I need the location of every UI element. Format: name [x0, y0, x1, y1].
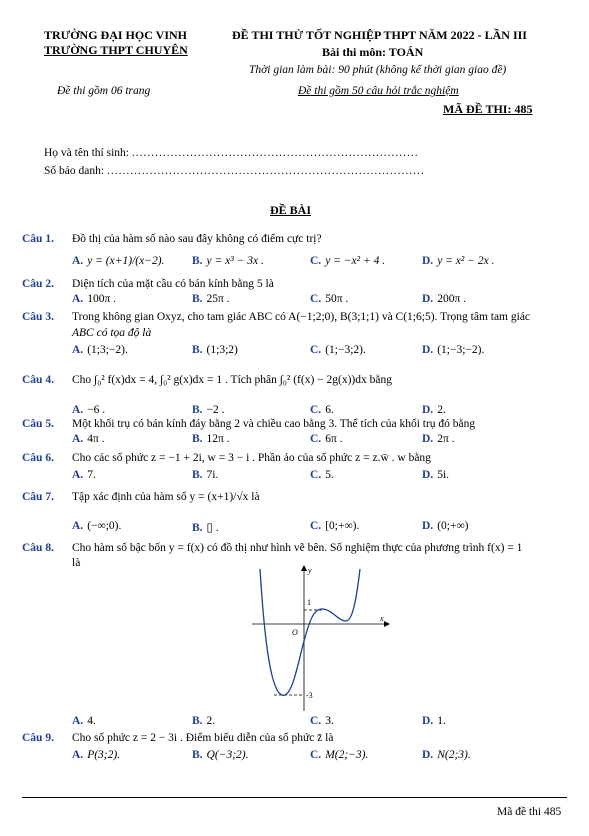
exam-time: Thời gian làm bài: 90 phút (không kể thời gian giao đề): [249, 64, 507, 76]
question-number: Câu 6.: [22, 452, 54, 464]
origin-label: O: [292, 628, 298, 637]
option-c[interactable]: C. [0;+∞).: [310, 520, 360, 532]
question-text: Một khối trụ có bán kính đáy bằng 2 và chiều cao bằng 3. Thể tích của khối trụ đó bằng: [72, 418, 476, 430]
question-text: Tập xác định của hàm số y = (x+1)/√x là: [72, 491, 260, 503]
option-d[interactable]: D. (1;−3;−2).: [422, 344, 485, 356]
footer-divider: [22, 797, 567, 798]
option-d[interactable]: D. (0;+∞): [422, 520, 469, 532]
exam-question-count: Đề thi gồm 50 câu hỏi trắc nghiệm: [298, 85, 459, 97]
student-name-field[interactable]: ..........................................................................: [131, 147, 419, 159]
student-id-label: Số báo danh:: [44, 165, 107, 177]
option-a[interactable]: A. y = (x+1)/(x−2).: [72, 255, 165, 267]
question-number: Câu 3.: [22, 311, 54, 323]
option-c[interactable]: C. M(2;−3).: [310, 749, 369, 761]
option-c[interactable]: C. 6.: [310, 404, 334, 416]
question-text-cont: ABC có tọa độ là: [72, 327, 152, 339]
option-a[interactable]: A. P(3;2).: [72, 749, 121, 761]
question-text: Cho các số phức z = −1 + 2i, w = 3 − i . Phần ảo của số phức z = z.w̄ . w bằng: [72, 452, 431, 464]
option-d[interactable]: D. 5i.: [422, 469, 450, 481]
option-d[interactable]: D. 2π .: [422, 433, 455, 445]
option-b[interactable]: B. y = x³ − 3x .: [192, 255, 264, 267]
option-c[interactable]: C. (1;−3;2).: [310, 344, 366, 356]
option-d[interactable]: D. 1.: [422, 715, 446, 727]
student-id-line: [44, 165, 425, 177]
exam-pages: Đề thi gồm 06 trang: [57, 85, 151, 97]
question-text: Diện tích của mặt cầu có bán kính bằng 5 là: [72, 278, 274, 290]
exam-title: ĐỀ THI THỬ TỐT NGHIỆP THPT NĂM 2022 - LẦN III: [232, 28, 527, 42]
question-text: Cho số phức z = 2 − 3i . Điểm biểu diễn của số phức z̄ là: [72, 732, 334, 744]
question-number: Câu 2.: [22, 278, 54, 290]
option-b[interactable]: B. −2 .: [192, 404, 225, 416]
option-b[interactable]: B. Q(−3;2).: [192, 749, 249, 761]
option-c[interactable]: C. 6π .: [310, 433, 343, 445]
option-a[interactable]: A. −6 .: [72, 404, 106, 416]
option-c[interactable]: C. 50π .: [310, 293, 349, 305]
option-b[interactable]: B. (1;3;2): [192, 344, 238, 356]
school-name-2: TRƯỜNG THPT CHUYÊN: [44, 43, 188, 57]
tick-label-1: 1: [307, 598, 311, 607]
question-text: Trong không gian Oxyz, cho tam giác ABC có A(−1;2;0), B(3;1;1) và C(1;6;5). Trọng tâm tam giác: [72, 311, 531, 323]
question-number: Câu 7.: [22, 491, 54, 503]
option-c[interactable]: C. 5.: [310, 469, 334, 481]
question-number: Câu 1.: [22, 233, 54, 245]
option-d[interactable]: D. 2.: [422, 404, 446, 416]
x-axis-label: x: [380, 614, 384, 623]
y-axis-arrow: [301, 565, 307, 571]
question-text: Đồ thị của hàm số nào sau đây không có điểm cực trị?: [72, 233, 322, 245]
section-title: ĐỀ BÀI: [270, 203, 312, 217]
y-axis-label: y: [308, 566, 312, 575]
question-number: Câu 4.: [22, 374, 54, 386]
student-name-label: Họ và tên thí sinh:: [44, 147, 132, 159]
option-d[interactable]: D. N(2;3).: [422, 749, 471, 761]
x-axis-arrow: [384, 621, 390, 627]
exam-subject: Bài thi môn: TOÁN: [322, 45, 424, 59]
function-curve: [260, 569, 360, 695]
question-number: Câu 5.: [22, 418, 54, 430]
question-text: Cho hàm số bậc bốn y = f(x) có đồ thị như hình vẽ bên. Số nghiệm thực của phương trình f(x) = 1: [72, 542, 523, 554]
question-text-cont: là: [72, 557, 81, 569]
option-d[interactable]: D. y = x² − 2x .: [422, 255, 495, 267]
option-d[interactable]: D. 200π .: [422, 293, 466, 305]
option-b[interactable]: B. 2.: [192, 715, 216, 727]
option-a[interactable]: A. 100π .: [72, 293, 116, 305]
question-number: Câu 9.: [22, 732, 54, 744]
option-a[interactable]: A. (−∞;0).: [72, 520, 122, 532]
footer-code: Mã đề thi 485: [497, 806, 562, 818]
option-c[interactable]: C. y = −x² + 4 .: [310, 255, 386, 267]
option-a[interactable]: A. (1;3;−2).: [72, 344, 128, 356]
function-graph: [252, 563, 392, 713]
option-b[interactable]: B. 12π .: [192, 433, 230, 445]
tick-label-minus-3: -3: [306, 691, 313, 700]
question-number: Câu 8.: [22, 542, 54, 554]
exam-code: MÃ ĐỀ THI: 485: [443, 102, 533, 116]
option-b[interactable]: B. 25π .: [192, 293, 230, 305]
option-a[interactable]: A. 4.: [72, 715, 96, 727]
option-b[interactable]: B. 7i.: [192, 469, 219, 481]
student-id-field[interactable]: ..................................................................................: [106, 165, 425, 177]
option-a[interactable]: A. 7.: [72, 469, 96, 481]
option-a[interactable]: A. 4π .: [72, 433, 105, 445]
option-c[interactable]: C. 3.: [310, 715, 334, 727]
school-name-1: TRƯỜNG ĐẠI HỌC VINH: [44, 28, 188, 42]
question-text: Cho ∫₀² f(x)dx = 4, ∫₀² g(x)dx = 1 . Tích phân ∫₀² (f(x) − 2g(x))dx bằng: [72, 374, 392, 386]
option-b[interactable]: B. ▯ .: [192, 522, 219, 534]
student-name-line: [44, 147, 419, 159]
